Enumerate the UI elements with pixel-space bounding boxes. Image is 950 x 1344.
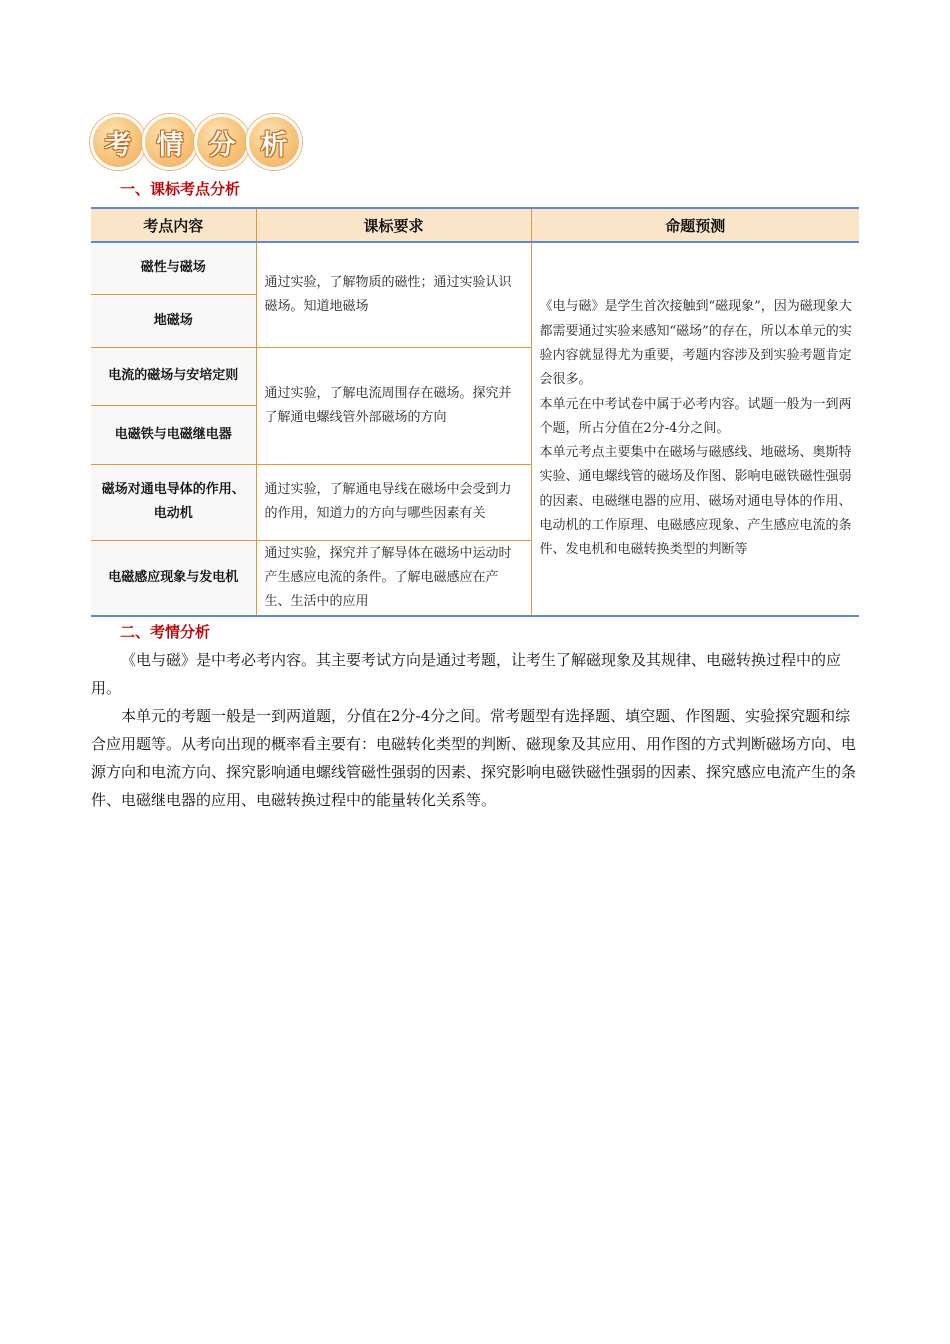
requirement-cell: 通过实验，了解物质的磁性；通过实验认识磁场。知道地磁场 [256,242,531,347]
topic-cell: 地磁场 [91,294,256,347]
topic-cell: 磁场对通电导体的作用、电动机 [91,464,256,540]
topic-cell: 电磁感应现象与发电机 [91,540,256,616]
banner-char: 分 [194,114,250,170]
prediction-paragraph: 《电与磁》是学生首次接触到“磁现象”，因为磁现象大都需要通过实验来感知“磁场”的存在，所以本单元的实验内容就显得尤为重要，考题内容涉及到实验考题肯定会很多。 [539,299,852,388]
section2-heading: 二、考情分析 [120,623,211,641]
header-topic: 考点内容 [91,208,256,242]
prediction-paragraph: 本单元在中考试卷中属于必考内容。试题一般为一到两个题，所占分值在2分-4分之间。 [539,396,852,436]
table-header-row [91,208,859,242]
banner-char: 考 [90,114,146,170]
header-prediction: 命题预测 [531,208,859,242]
prediction-paragraph: 本单元考点主要集中在磁场与磁感线、地磁场、奥斯特实验、通电螺线管的磁场及作图、影响电磁铁磁性强弱的因素、电磁继电器的应用、磁场对通电导体的作用、电动机的工作原理、电磁感应现象、产生感应电流的条件、发电机和电磁转换类型的判断等 [539,445,852,558]
prediction-cell [531,242,859,616]
requirement-cell: 通过实验，了解通电导线在磁场中会受到力的作用，知道力的方向与哪些因素有关 [256,464,531,540]
requirement-cell: 通过实验，了解电流周围存在磁场。探究并了解通电螺线管外部磁场的方向 [256,347,531,464]
topic-cell: 磁性与磁场 [91,242,256,294]
section-banner [90,114,298,170]
header-requirement: 课标要求 [256,208,531,242]
banner-char: 情 [142,114,198,170]
banner-char: 析 [246,114,302,170]
topic-cell: 电磁铁与电磁继电器 [91,405,256,464]
analysis-paragraph: 本单元的考题一般是一到两道题，分值在2分-4分之间。常考题型有选择题、填空题、作图题、实验探究题和综合应用题等。从考向出现的概率看主要有：电磁转化类型的判断、磁现象及其应用、用作图的方式判断磁场方向、电源方向和电流方向、探究影响通电螺线管磁性强弱的因素、探究影响电磁铁磁性强弱的因素、探究感应电流产生的条件、电磁继电器的应用、电磁转换过程中的能量转化关系等。 [91,707,857,809]
analysis-paragraph: 《电与磁》是中考必考内容。其主要考试方向是通过考题，让考生了解磁现象及其规律、电磁转换过程中的应用。 [91,651,842,697]
curriculum-table [91,207,859,617]
topic-cell: 电流的磁场与安培定则 [91,347,256,405]
table-row [91,242,859,294]
requirement-cell: 通过实验，探究并了解导体在磁场中运动时产生感应电流的条件。了解电磁感应在产生、生活中的应用 [256,540,531,616]
section1-heading: 一、课标考点分析 [120,180,241,198]
